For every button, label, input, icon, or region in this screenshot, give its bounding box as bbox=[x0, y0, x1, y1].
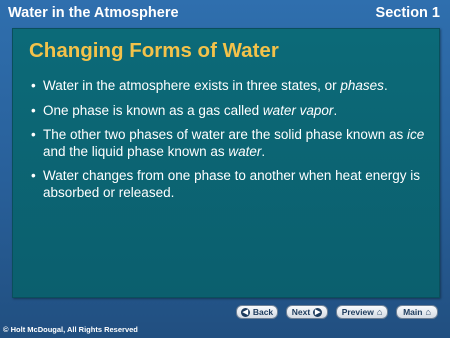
back-button-label: Back bbox=[252, 307, 274, 317]
slide-header bbox=[0, 0, 450, 27]
bullet-dot-icon: • bbox=[31, 102, 36, 118]
bullet-text: Water changes from one phase to another when heat energy is absorbed or released. bbox=[43, 168, 420, 200]
copyright-footer bbox=[3, 325, 138, 334]
bullet-dot-icon: • bbox=[31, 78, 36, 93]
bullet-item bbox=[31, 103, 427, 120]
preview-button[interactable] bbox=[336, 305, 388, 319]
copyright-symbol: © bbox=[3, 325, 9, 334]
right-arrow-icon: ▶ bbox=[315, 308, 321, 316]
bullet-item bbox=[31, 127, 427, 160]
bullet-dot-icon: • bbox=[31, 127, 36, 142]
section-label: Section 1 bbox=[375, 5, 440, 21]
bullet-item bbox=[31, 78, 427, 95]
bullet-text: Water in the atmosphere exists in three states, or phases. bbox=[43, 78, 388, 93]
back-button[interactable] bbox=[236, 305, 278, 319]
home-icon: ⌂ bbox=[425, 306, 431, 317]
main-button[interactable] bbox=[396, 305, 438, 319]
left-arrow-icon: ◀ bbox=[242, 308, 249, 316]
next-button[interactable] bbox=[286, 305, 328, 319]
next-button-label: Next bbox=[291, 307, 311, 317]
home-icon: ⌂ bbox=[376, 306, 383, 317]
slide-title: Changing Forms of Water bbox=[29, 39, 279, 62]
rights-text: , All Rights Reserved bbox=[63, 325, 138, 334]
bullet-text: The other two phases of water are the solid phase known as ice and the liquid phase known as water. bbox=[43, 127, 425, 159]
brand-name: Holt McDougal bbox=[10, 325, 64, 334]
bullet-list bbox=[31, 78, 427, 209]
bullet-dot-icon: • bbox=[31, 168, 36, 183]
chapter-title: Water in the Atmosphere bbox=[8, 5, 179, 21]
preview-button-label: Preview bbox=[341, 307, 374, 317]
main-button-label: Main bbox=[403, 307, 423, 317]
bullet-item bbox=[31, 168, 427, 201]
bullet-text: One phase is known as a gas called water vapor. bbox=[43, 102, 338, 118]
content-panel bbox=[12, 28, 440, 298]
